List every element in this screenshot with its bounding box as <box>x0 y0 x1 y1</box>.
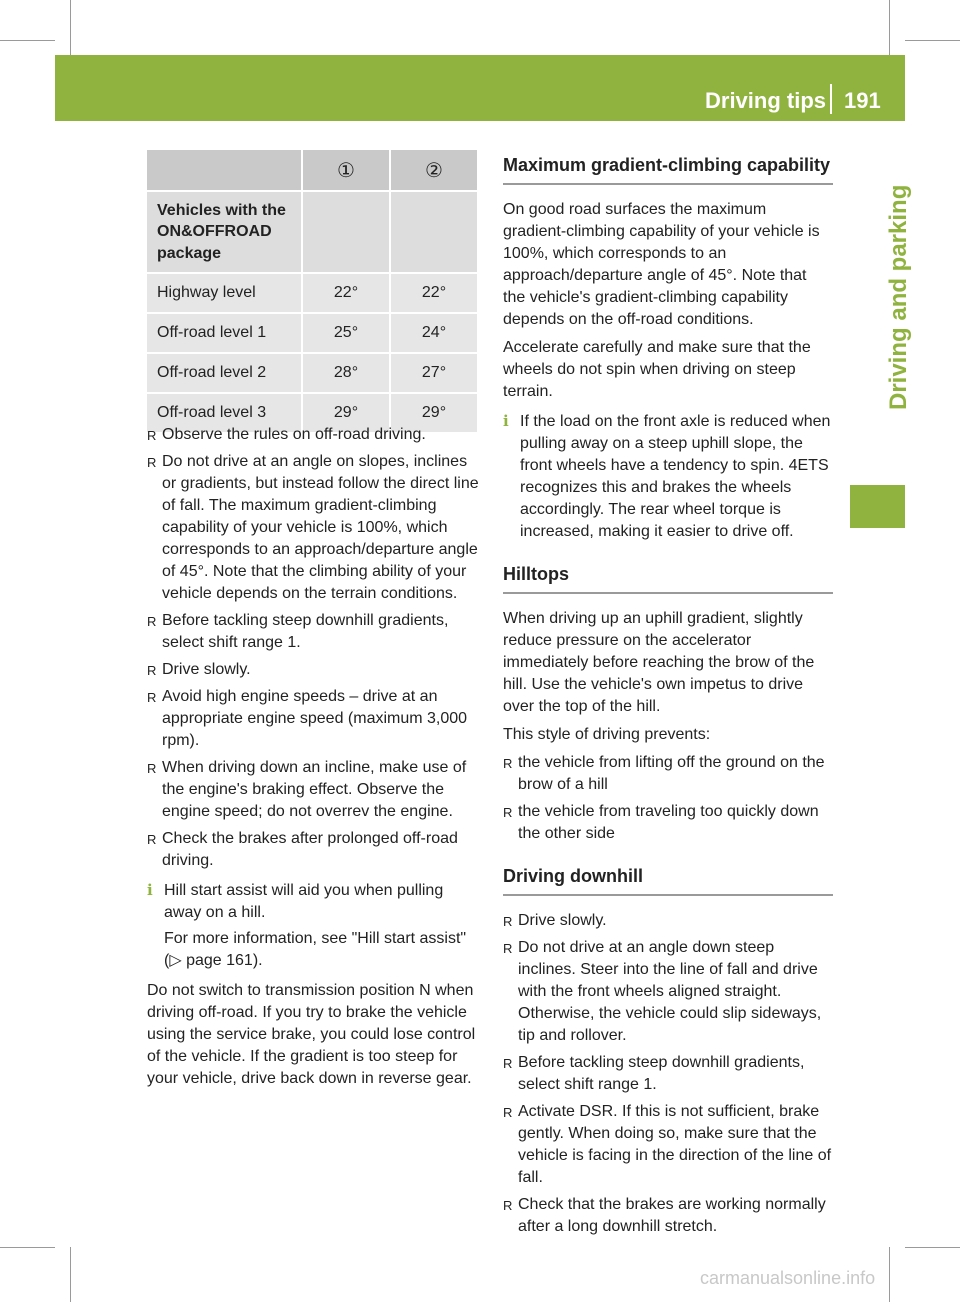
info-note <box>147 880 483 972</box>
table-cell: 24° <box>391 314 479 354</box>
table-header-row <box>147 150 479 192</box>
crop-mark <box>0 1247 55 1248</box>
list-item: R the vehicle from traveling too quickly down the other side <box>503 801 833 845</box>
chapter-tab-label: Driving and parking <box>885 184 912 410</box>
info-icon: i <box>503 412 509 430</box>
crop-mark <box>70 0 71 55</box>
list-item: R Check that the brakes are working normally after a long downhill stretch. <box>503 1194 833 1238</box>
paragraph: When driving up an uphill gradient, slightly reduce pressure on the accelerator immediately before reaching the brow of the hill. Use the vehicle's own impetus to drive over the top of the hill. <box>503 610 815 715</box>
list-item: R Observe the rules on off-road driving. <box>147 424 483 446</box>
info-text: Hill start assist will aid you when pulling away on a hill. <box>164 882 444 921</box>
list-item: R Avoid high engine speeds – drive at an appropriate engine speed (maximum 3,000 rpm). <box>147 686 483 752</box>
right-column <box>503 154 833 1246</box>
table-header-cell: ① <box>303 150 391 192</box>
section-title: Driving tips <box>705 88 827 113</box>
info-icon: i <box>147 881 153 899</box>
watermark: carmanualsonline.info <box>700 1268 876 1288</box>
table-row-label: Off-road level 3 <box>147 394 303 434</box>
crop-mark <box>0 40 55 41</box>
list-item: R Activate DSR. If this is not sufficient, brake gently. When doing so, make sure that the vehicle is facing in the direction of the line of fall. <box>503 1101 833 1189</box>
hilltops-heading: Hilltops <box>503 563 833 594</box>
info-page-reference[interactable]: For more information, see "Hill start assist" (▷ page 161). <box>164 930 467 969</box>
table-cell <box>303 192 391 274</box>
list-item: R Do not drive at an angle on slopes, inclines or gradients, but instead follow the direct line of fall. The maximum gradient-climbing capability of your vehicle is 100%, which corresponds to an approach/departure angle of 45°. Note that the climbing ability of your vehicle depends on the terrain conditions. <box>147 451 483 605</box>
page-number: 191 <box>844 88 881 113</box>
header-divider <box>830 84 832 114</box>
list-item: R Before tackling steep downhill gradients, select shift range 1. <box>503 1052 833 1096</box>
list-item: R Drive slowly. <box>147 659 483 681</box>
crop-mark <box>905 1247 960 1248</box>
chapter-marker <box>850 485 905 528</box>
list-item: R the vehicle from lifting off the ground on the brow of a hill <box>503 752 833 796</box>
left-column <box>147 424 483 1096</box>
list-item: R Drive slowly. <box>503 910 833 932</box>
table-subheader-row <box>147 192 479 274</box>
list-item: R Do not drive at an angle down steep inclines. Steer into the line of fall and drive with the front wheels aligned straight. Otherwise, the vehicle could slip sideways, tip and rollover. <box>503 937 833 1047</box>
downhill-heading: Driving downhill <box>503 865 833 896</box>
info-note <box>503 411 833 543</box>
table-row-label: Off-road level 2 <box>147 354 303 394</box>
table-cell: 25° <box>303 314 391 354</box>
table-cell: 28° <box>303 354 391 394</box>
info-text: If the load on the front axle is reduced when pulling away on a steep uphill slope, the front wheels have a tendency to spin. 4ETS recognizes this and brakes the wheels accordingly. The rear wheel torque is increased, making it easier to drive off. <box>520 413 831 540</box>
table-cell: 27° <box>391 354 479 394</box>
downhill-list <box>503 910 833 1238</box>
crop-mark <box>889 1247 890 1302</box>
table-cell: 22° <box>391 274 479 314</box>
table-header-cell <box>147 150 303 192</box>
crop-mark <box>905 40 960 41</box>
table-cell <box>391 192 479 274</box>
table-cell: 29° <box>391 394 479 434</box>
table-subheader-label: Vehicles with the ON&OFFROAD package <box>147 192 303 274</box>
offroad-rules-list <box>147 424 483 872</box>
max-gradient-heading: Maximum gradient-climbing capability <box>503 154 833 185</box>
crop-mark <box>889 0 890 55</box>
gradient-table <box>147 150 479 434</box>
list-item: R When driving down an incline, make use of the engine's braking effect. Observe the engine speed; do not overrev the engine. <box>147 757 483 823</box>
list-item: R Before tackling steep downhill gradients, select shift range 1. <box>147 610 483 654</box>
table-cell: 29° <box>303 394 391 434</box>
list-item: R Check the brakes after prolonged off-road driving. <box>147 828 483 872</box>
paragraph: Accelerate carefully and make sure that the wheels do not spin when driving on steep terrain. <box>503 339 811 400</box>
paragraph: This style of driving prevents: <box>503 726 711 743</box>
paragraph: On good road surfaces the maximum gradient-climbing capability of your vehicle is 100%, which corresponds to an approach/departure angle of 45°. Note that the vehicle's gradient-climbing capability depends on the off-road conditions. <box>503 201 820 328</box>
table-row <box>147 274 479 314</box>
table-row <box>147 314 479 354</box>
table-row-label: Highway level <box>147 274 303 314</box>
table-header-cell: ② <box>391 150 479 192</box>
crop-mark <box>70 1247 71 1302</box>
hilltops-list <box>503 752 833 845</box>
table-cell: 22° <box>303 274 391 314</box>
closing-paragraph: Do not switch to transmission position N when driving off-road. If you try to brake the vehicle using the service brake, you could lose control of the vehicle. If the gradient is too steep for your vehicle, drive back down in reverse gear. <box>147 982 476 1087</box>
table-row-label: Off-road level 1 <box>147 314 303 354</box>
table-row <box>147 354 479 394</box>
